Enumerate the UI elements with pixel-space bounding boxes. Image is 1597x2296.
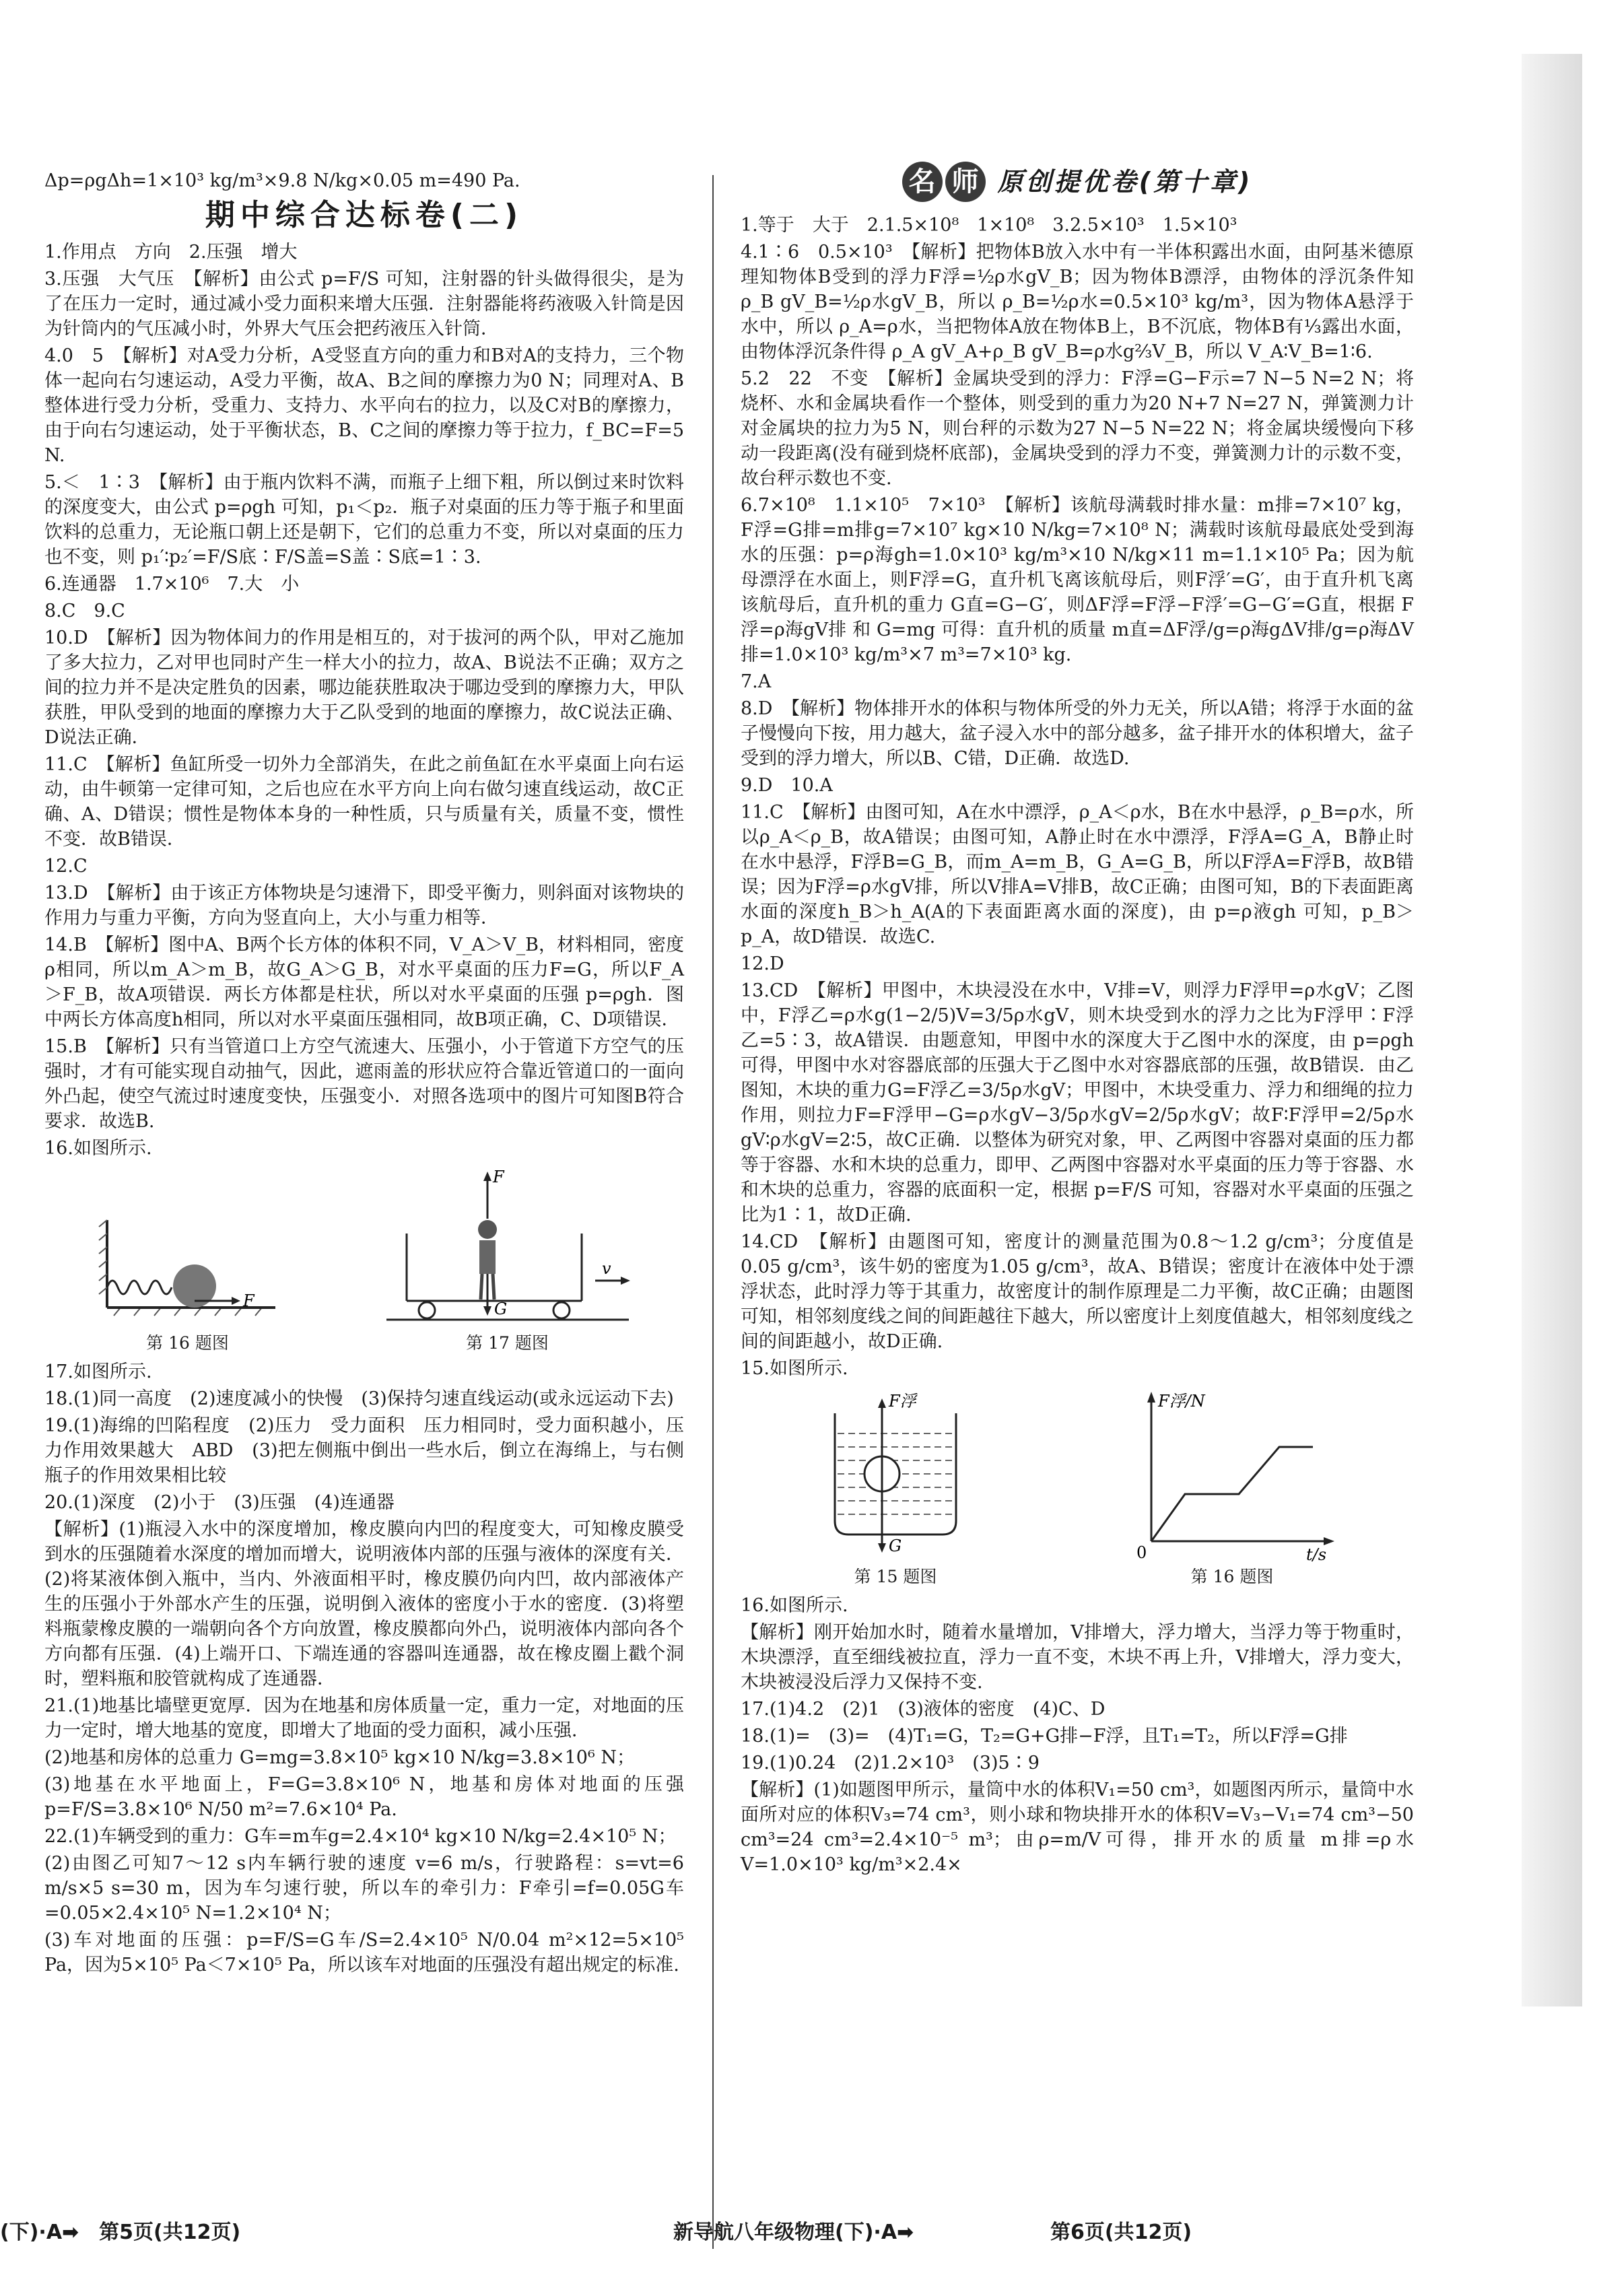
column-divider <box>712 175 714 2249</box>
answer-paragraph: 1.作用点 方向 2.压强 增大 <box>44 242 298 263</box>
fig17-gravity-label: G <box>494 1299 507 1318</box>
fig17-force-label: F <box>492 1168 504 1186</box>
left-figures <box>44 1166 684 1355</box>
right-figures <box>741 1386 1414 1589</box>
person-on-cart-diagram <box>380 1166 636 1328</box>
answer-paragraph: 15.B 【解析】只有当管道口上方空气流速大、压强小，小于管道下方空气的压强时，才有可能实现自动抽气，因此，遮雨盖的形状应符合靠近管道口的一面向外凸起，使空气流过时速度变快，压强变小．对照各选项中的图片可知图B符合要求．故选B. <box>44 1036 684 1132</box>
buoyancy-time-graph <box>1124 1386 1340 1561</box>
answer-paragraph: 4.1∶6 0.5×10³ 【解析】把物体B放入水中有一半体积露出水面，由阿基米德原理知物体B受到的浮力F浮=½ρ水gV_B；因为物体B漂浮，由物体的浮沉条件知 ρ_B gV_B=½ρ水gV_B，所以 ρ_B=½ρ水=0.5×10³ kg/m³，因为物体A悬浮于水中，所以 ρ_A=ρ水，当把物体A放在物体B上，B不沉底，物体B有⅓露出水面，由物体浮沉条件得 ρ_A gV_A+ρ_B gV_B=ρ水g⅔V_B，所以 V_A∶V_B=1∶6. <box>741 242 1414 362</box>
fig17-velocity-label: v <box>601 1259 611 1278</box>
answer-paragraph: (2)地基和房体的总重力 G=mg=3.8×10⁵ kg×10 N/kg=3.8×10⁶ N； <box>44 1747 635 1768</box>
figure-16-right-caption: 第 16 题图 <box>1190 1567 1274 1586</box>
answer-paragraph: 3.压强 大气压 【解析】由公式 p=F/S 可知，注射器的针头做得很尖，是为了在压力一定时，通过减小受力面积来增大压强．注射器能将药液吸入针筒是因为针筒内的气压减小时，外界大气压会把药液压入针筒． <box>44 269 684 339</box>
answer-paragraph: 12.C <box>44 856 88 877</box>
figure-16-right <box>1124 1386 1340 1589</box>
right-answers-continued <box>741 1593 1414 1877</box>
figure-16-caption: 第 16 题图 <box>146 1333 229 1353</box>
figure-15 <box>815 1386 976 1589</box>
right-section-title <box>741 162 1414 202</box>
answer-paragraph: 10.D 【解析】因为物体间力的作用是相互的，对于拔河的两个队，甲对乙施加了多大拉力，乙对甲也同时产生一样大小的拉力，故A、B说法不正确；双方之间的拉力并不是决定胜负的因素，哪边能获胜取决于哪边受到的摩擦力大，甲队获胜，甲队受到的地面的摩擦力大于乙队受到的地面的摩擦力，故C说法正确、D说法正确． <box>44 628 684 748</box>
graph-y-axis-label: F浮/N <box>1158 1392 1205 1411</box>
answer-paragraph: 13.D 【解析】由于该正方体物块是匀速滑下，即受平衡力，则斜面对该物块的作用力与重力平衡，方向为竖直向上，大小与重力相等． <box>44 883 684 928</box>
figure-17-caption: 第 17 题图 <box>466 1333 549 1353</box>
footer-book-title: 新导航八年级物理(下)·A➡ <box>673 2221 914 2244</box>
fig15-buoyancy-label: F浮 <box>889 1392 916 1411</box>
answer-paragraph: 【解析】(1)如题图甲所示，量筒中水的体积V₁=50 cm³，如题图丙所示，量筒中水面所对应的体积V₃=74 cm³，则小球和物块排开水的体积V=V₃−V₁=74 cm³−50 cm³=24 cm³=2.4×10⁻⁵ m³；由ρ=m/V可得，排开水的质量 m排=ρ水V=1.0×10³ kg/m³×2.4× <box>741 1780 1414 1875</box>
answer-paragraph: 14.B 【解析】图中A、B两个长方体的体积不同，V_A＞V_B，材料相同，密度ρ相同，所以m_A＞m_B，故G_A＞G_B，对水平桌面的压力F=G，所以F_A＞F_B，故A项错误．两长方体都是柱状，所以对水平桌面的压强 p=ρgh．图中两长方体高度h相同，所以对水平桌面压强相同，故B项正确，C、D项错误． <box>44 935 684 1030</box>
answer-paragraph: 【解析】刚开始加水时，随着水量增加，V排增大，浮力增大，当浮力等于物重时，木块漂浮，直至细线被拉直，浮力一直不变，木块不再上升，V排增大，浮力变大，木块被浸没后浮力又保持不变. <box>741 1622 1414 1693</box>
answer-paragraph: 【解析】(1)瓶浸入水中的深度增加，橡皮膜向内凹的程度变大，可知橡皮膜受到水的压强随着水深度的增加而增大，说明液体内部的压强与液体的深度有关．(2)将某液体倒入瓶中，当内、外液面相平时，橡皮膜仍向内凹，故内部液体产生的压强小于外部水产生的压强，说明倒入液体的密度小于水的密度．(3)将塑料瓶蒙橡皮膜的一端朝向各个方向放置，橡皮膜都向外凸，说明液体内部向各个方向都有压强．(4)上端开口、下端连通的容器叫连通器，故在橡皮圈上戳个洞时，塑料瓶和胶管就构成了连通器． <box>44 1519 684 1689</box>
answer-paragraph: 6.连通器 1.7×10⁶ 7.大 小 <box>44 574 300 595</box>
fig16-force-label: F <box>242 1291 254 1310</box>
answer-paragraph: (2)由图乙可知7～12 s内车辆行驶的速度 v=6 m/s，行驶路程：s=vt=6 m/s×5 s=30 m，因为车匀速行驶，所以车的牵引力：F牵引=f=0.05G车=0.05×2.4×10⁵ N=1.2×10⁴ N； <box>44 1853 684 1924</box>
answer-paragraph: 9.D 10.A <box>741 775 833 796</box>
answer-paragraph: (3)地基在水平地面上，F=G=3.8×10⁶ N，地基和房体对地面的压强 p=F/S=3.8×10⁶ N/50 m²=7.6×10⁴ Pa. <box>44 1774 684 1820</box>
figure-15-caption: 第 15 题图 <box>854 1567 937 1586</box>
answer-paragraph: 11.C 【解析】由图可知，A在水中漂浮，ρ_A＜ρ水，B在水中悬浮，ρ_B=ρ水，所以ρ_A＜ρ_B，故A错误；由图可知，A静止时在水中漂浮，F浮A=G_A，B静止时在水中悬浮，F浮B=G_B，而m_A=m_B，G_A=G_B，所以F浮A=F浮B，故B错误；因为F浮=ρ水gV排，所以V排A=V排B，故C正确；由图可知，B的下表面距离水面的深度h_B＞h_A(A的下表面距离水面的深度)，由 p=ρ液gh 可知，p_B＞p_A，故D错误．故选C. <box>741 802 1414 947</box>
answer-paragraph: 1.等于 大于 2.1.5×10⁸ 1×10⁸ 3.2.5×10³ 1.5×10³ <box>741 215 1237 236</box>
answer-paragraph: 17.(1)4.2 (2)1 (3)液体的密度 (4)C、D <box>741 1699 1106 1720</box>
answer-paragraph: 8.C 9.C <box>44 601 125 621</box>
figure-16 <box>94 1207 282 1355</box>
answer-paragraph: 5.2 22 不变 【解析】金属块受到的浮力：F浮=G−F示=7 N−5 N=2 N；将烧杯、水和金属块看作一个整体，则受到的重力为20 N+7 N=27 N，弹簧测力计对金属块的拉力为5 N，则台秤的示数为27 N−5 N=22 N；将金属块缓慢向下移动一段距离(没有碰到烧杯底部)，金属块受到的浮力不变，弹簧测力计的示数不变，故台秤示数也不变. <box>741 368 1414 489</box>
answer-paragraph: 14.CD 【解析】由题图可知，密度计的测量范围为0.8～1.2 g/cm³；分度值是0.05 g/cm³，该牛奶的密度为1.05 g/cm³，故A、B错误；密度计在液体中处于漂浮状态，此时浮力等于其重力，故密度计的制作原理是二力平衡，故C正确；由题图可知，相邻刻度线之间的间距越往下越大，所以密度计上刻度值越大，相邻刻度线之间的间距越小，故D正确. <box>741 1231 1414 1352</box>
floating-block-diagram <box>815 1386 976 1561</box>
answer-paragraph: 19.(1)0.24 (2)1.2×10³ (3)5∶9 <box>741 1753 1040 1774</box>
left-answers <box>44 240 684 1161</box>
top-formula: Δp=ρgΔh=1×10³ kg/m³×9.8 N/kg×0.05 m=490 Pa. <box>44 170 520 191</box>
left-column <box>44 168 684 1980</box>
answer-paragraph: 12.D <box>741 953 784 974</box>
title-badge-2: 师 <box>945 162 986 202</box>
answer-paragraph: 4.0 5 【解析】对A受力分析，A受竖直方向的重力和B对A的支持力，三个物体一起向右匀速运动，A受力平衡，故A、B之间的摩擦力为0 N；同理对A、B整体进行受力分析，受重力、支持力、水平向右的拉力，以及C对B的摩擦力，由于向右匀速运动，处于平衡状态，B、C之间的摩擦力等于拉力，f_BC=F=5 N. <box>44 345 684 466</box>
right-answers <box>741 213 1414 1381</box>
answer-paragraph: 15.如图所示. <box>741 1358 848 1379</box>
title-badge-1: 名 <box>902 162 943 202</box>
right-title-text: 原创提优卷(第十章) <box>997 166 1253 197</box>
right-column <box>741 168 1414 1879</box>
answer-paragraph: (3)车对地面的压强：p=F/S=G车/S=2.4×10⁵ N/0.04 m²×12=5×10⁵ Pa，因为5×10⁵ Pa＜7×10⁵ Pa，所以该车对地面的压强没有超出规定的标准. <box>44 1930 684 1976</box>
answer-paragraph: 6.7×10⁸ 1.1×10⁵ 7×10³ 【解析】该航母满载时排水量：m排=7×10⁷ kg，F浮=G排=m排g=7×10⁷ kg×10 N/kg=7×10⁸ N；满载时该航母最底处受到海水的压强：p=ρ海gh=1.0×10³ kg/m³×10 N/kg×11 m=1.1×10⁵ Pa；因为航母漂浮在水面上，则F浮=G，直升机飞离该航母后，则F浮′=G′，由于直升机飞离该航母后，直升机的重力 G直=G−G′，则ΔF浮=F浮−F浮′=G−G′=G直，根据 F浮=ρ海gV排 和 G=mg 可得：直升机的质量 m直=ΔF浮/g=ρ海gΔV排/g=ρ海ΔV排=1.0×10³ kg/m³×7 m³=7×10³ kg. <box>741 495 1414 665</box>
answer-paragraph: 8.D 【解析】物体排开水的体积与物体所受的外力无关，所以A错；将浮于水面的盆子慢慢向下按，用力越大，盆子浸入水中的部分越多，盆子排开水的体积增大，盆子受到的浮力增大，所以B、C错，D正确．故选D. <box>741 698 1414 769</box>
graph-x-axis-label: t/s <box>1306 1545 1327 1561</box>
answer-paragraph: 5.＜ 1∶3 【解析】由于瓶内饮料不满，而瓶子上细下粗，所以倒过来时饮料的深度变大，由公式 p=ρgh 可知，p₁＜p₂．瓶子对桌面的压力等于瓶子和里面饮料的总重力，无论瓶口朝上还是朝下，它们的总重力不变，所以对桌面的压力也不变，则 p₁′∶p₂′=F/S底∶F/S盖=S盖∶S底=1∶3. <box>44 472 684 568</box>
footer-left-page: (下)·A➡ 第5页(共12页) <box>0 2221 241 2244</box>
left-section-title: 期中综合达标卷(二) <box>205 198 524 232</box>
left-answers-continued <box>44 1359 684 1978</box>
answer-paragraph: 7.A <box>741 671 772 692</box>
graph-origin-label: 0 <box>1136 1543 1147 1561</box>
answer-paragraph: 21.(1)地基比墙壁更宽厚．因为在地基和房体质量一定，重力一定，对地面的压力一定时，增大地基的宽度，即增大了地面的受力面积，减小压强． <box>44 1695 684 1741</box>
fig15-gravity-label: G <box>889 1537 902 1555</box>
answer-paragraph: 18.(1)= (3)= (4)T₁=G，T₂=G+G排−F浮，且T₁=T₂，所以F浮=G排 <box>741 1726 1348 1747</box>
answer-paragraph: 20.(1)深度 (2)小于 (3)压强 (4)连通器 <box>44 1492 395 1513</box>
answer-paragraph: 16.如图所示. <box>741 1595 848 1616</box>
spring-ball-diagram <box>94 1207 282 1328</box>
answer-paragraph: 11.C 【解析】鱼缸所受一切外力全部消失，在此之前鱼缸在水平桌面上向右运动，由牛顿第一定律可知，之后也应在水平方向上向右做匀速直线运动，故C正确、A、D错误；惯性是物体本身的一种性质，只与质量有关，质量不变，惯性不变．故B错误． <box>44 754 684 850</box>
answer-paragraph: 22.(1)车辆受到的重力：G车=m车g=2.4×10⁴ kg×10 N/kg=2.4×10⁵ N； <box>44 1826 677 1847</box>
answer-paragraph: 19.(1)海绵的凹陷程度 (2)压力 受力面积 压力相同时，受力面积越小，压力作用效果越大 ABD (3)把左侧瓶中倒出一些水后，倒立在海绵上，与右侧瓶子的作用效果相比较 <box>44 1415 684 1486</box>
answer-paragraph: 18.(1)同一高度 (2)速度减小的快慢 (3)保持匀速直线运动(或永远运动下去) <box>44 1388 674 1409</box>
figure-17 <box>380 1166 636 1355</box>
footer-right-page: 第6页(共12页) <box>1050 2221 1192 2244</box>
answer-paragraph: 13.CD 【解析】甲图中，木块浸没在水中，V排=V，则浮力F浮甲=ρ水gV；乙图中，F浮乙=ρ水g(1−2/5)V=3/5ρ水gV，则木块受到水的浮力之比为F浮甲∶F浮乙=5∶3，故A错误．由题意知，甲图中水的深度大于乙图中水的深度，由 p=ρgh 可得，甲图中水对容器底部的压强大于乙图中水对容器底部的压强，故B错误．由乙图知，木块的重力G=F浮乙=3/5ρ水gV；甲图中，木块受重力、浮力和细绳的拉力作用，则拉力F=F浮甲−G=ρ水gV−3/5ρ水gV=2/5ρ水gV；故F∶F浮甲=2/5ρ水gV∶ρ水gV=2∶5，故C正确．以整体为研究对象，甲、乙两图中容器对桌面的压力都等于容器、水和木块的总重力，即甲、乙两图中容器对水平桌面的压力等于容器、水和木块的总重力，容器的底面积一定，根据 p=F/S 可知，容器对水平桌面的压强之比为1∶1，故D正确. <box>741 980 1414 1225</box>
answer-paragraph: 17.如图所示. <box>44 1361 152 1382</box>
answer-paragraph: 16.如图所示. <box>44 1138 152 1159</box>
page-edge-shadow <box>1522 54 1582 2006</box>
